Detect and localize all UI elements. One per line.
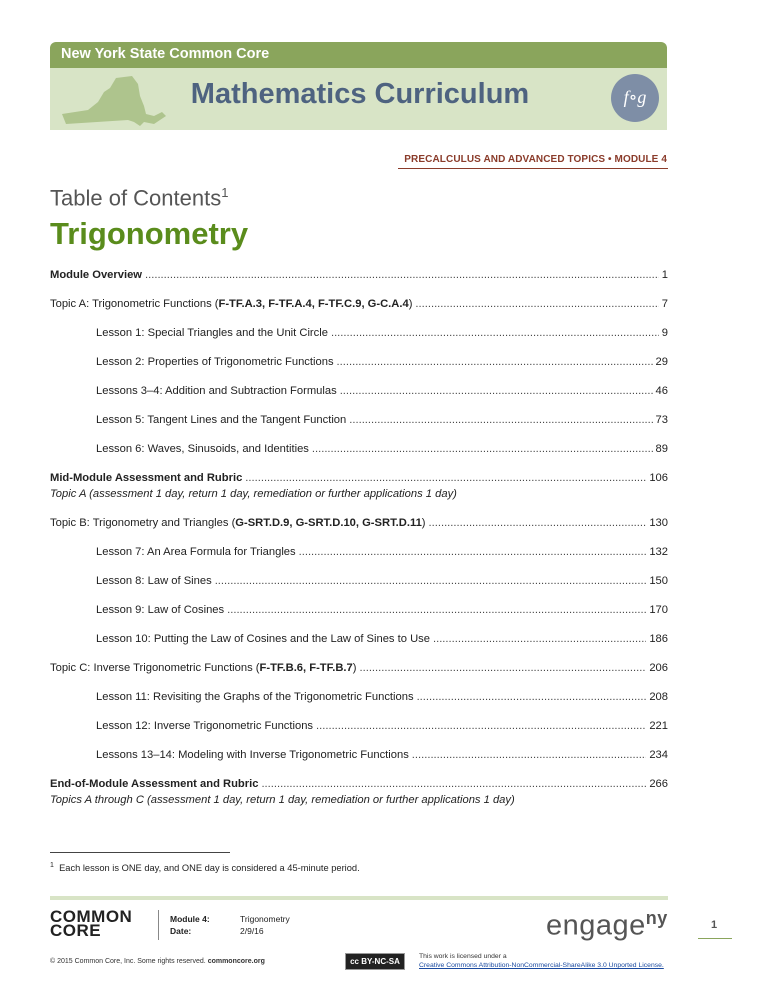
dot-leader (337, 356, 653, 368)
engageny-logo: engage$^{ny}$ (546, 908, 668, 942)
module-label: PRECALCULUS AND ADVANCED TOPICS • MODULE 4 (404, 154, 667, 165)
page-number: 1 (710, 919, 718, 931)
dot-leader (316, 720, 646, 732)
toc-entry-page: 106 (649, 472, 668, 484)
function-composition-icon: f∘g (611, 74, 659, 122)
dot-leader (215, 575, 647, 587)
dot-leader (412, 749, 647, 761)
license-notice: This work is licensed under a Creative Commons Attribution-NonCommercial-ShareAlike 3.0 Unported License. (419, 953, 664, 969)
dot-leader (245, 472, 646, 484)
dot-leader (312, 443, 653, 455)
dot-leader (227, 604, 646, 616)
banner-main (50, 68, 667, 130)
new-york-state-icon (58, 74, 168, 130)
toc-entry-page: 46 (655, 385, 668, 397)
creative-commons-badge: cc BY-NC-SA (345, 953, 405, 970)
toc-entry-lesson-11[interactable] (96, 691, 668, 703)
toc-entry-page: 266 (649, 778, 668, 790)
footer-values: Trigonometry 2/9/16 (240, 914, 290, 936)
toc-entry-topic-c[interactable] (50, 662, 668, 674)
toc-entry-lesson-10[interactable] (96, 633, 668, 645)
page-title: Trigonometry (50, 216, 249, 251)
toc-entry-label: Lesson 2: Properties of Trigonometric Functions (96, 356, 334, 368)
toc-entry-lesson-12[interactable] (96, 720, 668, 732)
dot-leader (145, 269, 659, 281)
toc-entry-end-module-assessment[interactable] (50, 778, 668, 790)
curriculum-banner (50, 42, 667, 130)
toc-entry-page: 170 (649, 604, 668, 616)
dot-leader (429, 517, 647, 529)
toc-entry-label: End-of-Module Assessment and Rubric (50, 778, 259, 790)
toc-entry-page: 208 (649, 691, 668, 703)
toc-entry-lessons-3-4[interactable] (96, 385, 668, 397)
topic-standards: F-TF.B.6, F-TF.B.7 (259, 662, 353, 674)
end-module-note: Topics A through C (assessment 1 day, return 1 day, remediation or further applications 1 day) (50, 794, 515, 806)
toc-entry-page: 7 (661, 298, 668, 310)
dot-leader (340, 385, 653, 397)
banner-top-bar (50, 42, 667, 68)
toc-entry-page: 206 (649, 662, 668, 674)
license-link[interactable]: Creative Commons Attribution-NonCommercial-ShareAlike 3.0 Unported License. (419, 962, 664, 969)
footer-rule (50, 896, 668, 900)
banner-top-label: New York State Common Core (61, 46, 270, 62)
dot-leader (299, 546, 647, 558)
toc-entry-label: Lesson 7: An Area Formula for Triangles (96, 546, 296, 558)
dot-leader (433, 633, 646, 645)
toc-entry-label: Lesson 11: Revisiting the Graphs of the Trigonometric Functions (96, 691, 414, 703)
copyright-notice: © 2015 Common Core, Inc. Some rights reserved. commoncore.org (50, 958, 265, 965)
toc-entry-label: Topic C: Inverse Trigonometric Functions (F-TF.B.6, F-TF.B.7) (50, 662, 357, 674)
toc-entry-label: Lesson 9: Law of Cosines (96, 604, 225, 616)
toc-entry-page: 186 (649, 633, 668, 645)
dot-leader (417, 691, 647, 703)
toc-entry-lessons-13-14[interactable] (96, 749, 668, 761)
toc-entry-lesson-2[interactable] (96, 356, 668, 368)
toc-entry-label: Module Overview (50, 269, 143, 281)
toc-entry-topic-b[interactable] (50, 517, 668, 529)
toc-entry-page: 234 (649, 749, 668, 761)
topic-standards: F-TF.A.3, F-TF.A.4, F-TF.C.9, G-C.A.4 (218, 298, 409, 310)
toc-entry-topic-a[interactable] (50, 298, 668, 310)
toc-title-text: Table of Contents (50, 185, 222, 211)
toc-entry-page: 9 (661, 327, 668, 339)
toc-entry-label: Lesson 5: Tangent Lines and the Tangent Function (96, 414, 347, 426)
toc-entry-label: Topic A: Trigonometric Functions (F-TF.A.3, F-TF.A.4, F-TF.C.9, G-C.A.4) (50, 298, 413, 310)
toc-entry-mid-module-assessment[interactable] (50, 472, 668, 484)
toc-entry-label: Lessons 13–14: Modeling with Inverse Trigonometric Functions (96, 749, 409, 761)
toc-entry-page: 221 (649, 720, 668, 732)
toc-entry-label: Lessons 3–4: Addition and Subtraction Formulas (96, 385, 337, 397)
mid-module-note: Topic A (assessment 1 day, return 1 day, remediation or further applications 1 day) (50, 488, 457, 500)
common-core-logo: COMMON CORE (50, 907, 133, 940)
dot-leader (360, 662, 647, 674)
toc-entry-lesson-5[interactable] (96, 414, 668, 426)
toc-entry-lesson-7[interactable] (96, 546, 668, 558)
dot-leader (349, 414, 652, 426)
toc-entry-page: 130 (649, 517, 668, 529)
toc-entry-page: 73 (655, 414, 668, 426)
toc-entry-page: 150 (649, 575, 668, 587)
toc-entry-page: 89 (655, 443, 668, 455)
dot-leader (331, 327, 659, 339)
toc-entry-lesson-1[interactable] (96, 327, 668, 339)
toc-footnote-mark: 1 (221, 185, 229, 200)
toc-entry-lesson-8[interactable] (96, 575, 668, 587)
toc-entry-lesson-9[interactable] (96, 604, 668, 616)
page-number-rule (698, 938, 732, 939)
banner-title: Mathematics Curriculum (190, 78, 530, 110)
toc-entry-module-overview[interactable] (50, 269, 668, 281)
footer-labels: Module 4: Date: (170, 914, 210, 936)
toc-entry-lesson-6[interactable] (96, 443, 668, 455)
toc-entry-page: 132 (649, 546, 668, 558)
topic-standards: G-SRT.D.9, G-SRT.D.10, G-SRT.D.11 (235, 517, 422, 529)
toc-entry-page: 29 (655, 356, 668, 368)
toc-entry-label: Lesson 6: Waves, Sinusoids, and Identities (96, 443, 309, 455)
footnote: $^1$ Each lesson is ONE day, and ONE day is considered a 45-minute period. (50, 862, 360, 874)
footer-divider (158, 910, 159, 940)
toc-entry-page: 1 (661, 269, 668, 281)
dot-leader (415, 298, 658, 310)
module-label-rule (398, 168, 668, 169)
toc-entry-label: Lesson 10: Putting the Law of Cosines and the Law of Sines to Use (96, 633, 430, 645)
toc-entry-label: Topic B: Trigonometry and Triangles (G-SRT.D.9, G-SRT.D.10, G-SRT.D.11) (50, 517, 426, 529)
toc-entry-label: Lesson 12: Inverse Trigonometric Functions (96, 720, 314, 732)
toc-entry-label: Mid-Module Assessment and Rubric (50, 472, 243, 484)
toc-title (50, 185, 228, 211)
toc-entry-label: Lesson 1: Special Triangles and the Unit Circle (96, 327, 328, 339)
dot-leader (261, 778, 646, 790)
toc-entry-label: Lesson 8: Law of Sines (96, 575, 212, 587)
footnote-rule (50, 852, 230, 853)
